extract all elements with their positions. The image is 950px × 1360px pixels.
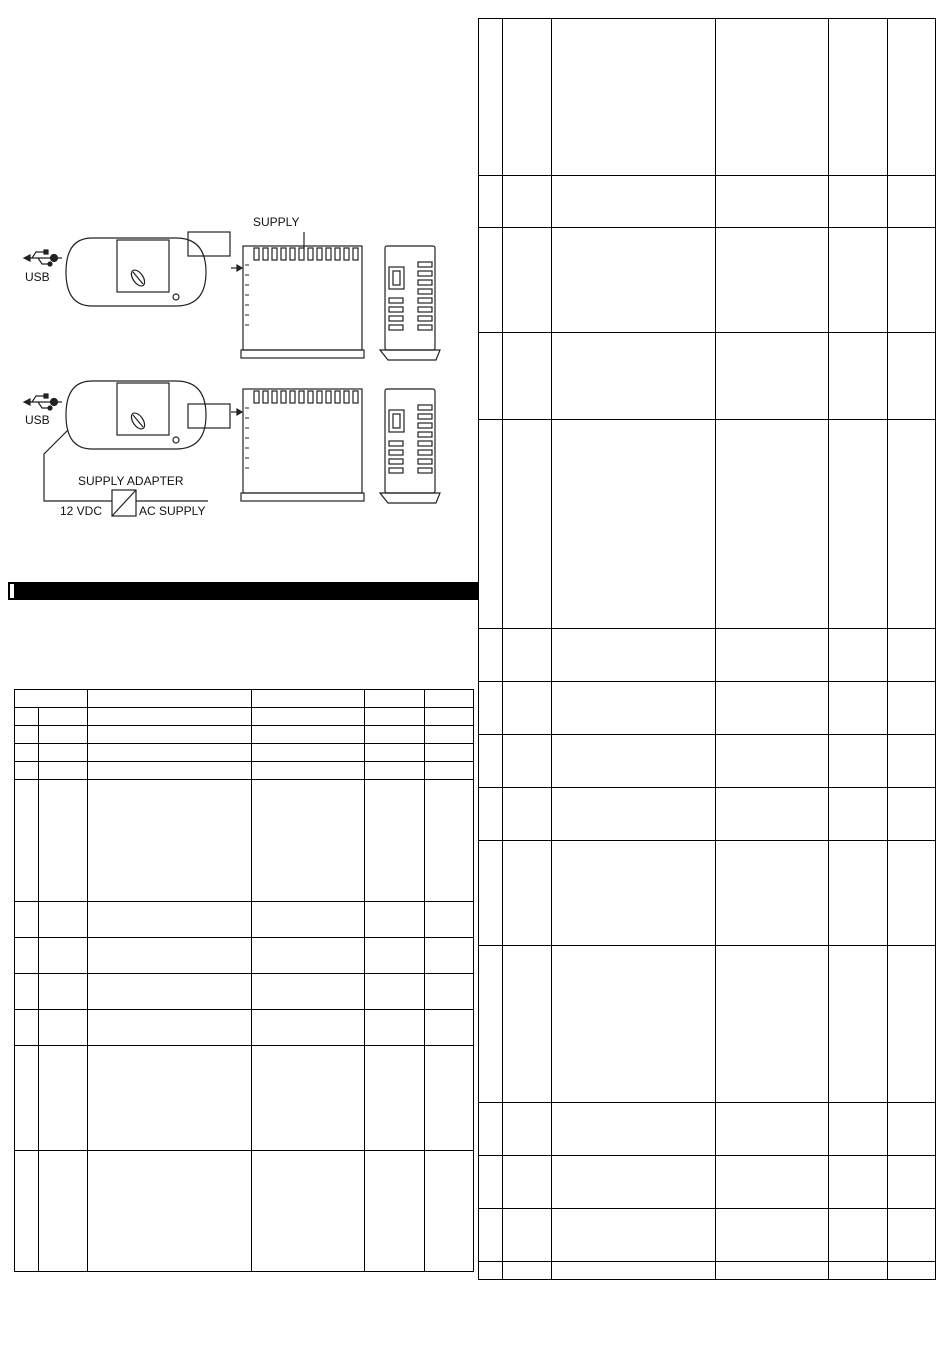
usb-icon: [24, 394, 62, 410]
table-row: [479, 1262, 936, 1280]
section-header-bar: [8, 582, 478, 600]
table-row: [479, 1209, 936, 1262]
programming-key: [66, 238, 206, 306]
table-row: [15, 726, 474, 744]
table-row: [15, 744, 474, 762]
table-row: [479, 1156, 936, 1209]
table-row: [479, 333, 936, 420]
table-row: [479, 176, 936, 228]
connection-diagram: [0, 0, 480, 560]
table-row: [479, 682, 936, 735]
table-row: [479, 228, 936, 333]
table-header-row: [15, 690, 474, 708]
parameter-table-left: [14, 689, 474, 1272]
section-marker: [10, 584, 14, 598]
supply-label: SUPPLY: [253, 215, 300, 229]
usb-icon: [24, 250, 62, 266]
table-row: [479, 629, 936, 682]
controller-front: [241, 389, 364, 501]
supply-adapter-label: SUPPLY ADAPTER: [78, 474, 184, 488]
controller-front: [241, 246, 364, 358]
table-row: [479, 841, 936, 946]
table-row: [15, 780, 474, 902]
table-row: [479, 420, 936, 629]
table-row: [479, 735, 936, 788]
table-row: [479, 788, 936, 841]
parameter-table-right: [478, 18, 936, 1280]
usb-label: USB: [25, 270, 50, 284]
table-row: [15, 938, 474, 974]
table-row: [15, 1151, 474, 1272]
ac-supply-label: AC SUPPLY: [139, 504, 206, 518]
table-row: [15, 902, 474, 938]
table-row: [15, 1046, 474, 1151]
table-row: [479, 946, 936, 1103]
table-row: [479, 1103, 936, 1156]
controller-side: [380, 246, 440, 360]
table-row: [15, 1010, 474, 1046]
controller-side: [380, 389, 440, 503]
programming-key: [66, 381, 206, 449]
table-row: [479, 19, 936, 176]
table-row: [15, 762, 474, 780]
table-row: [15, 708, 474, 726]
table-row: [15, 974, 474, 1010]
usb-label: USB: [25, 413, 50, 427]
vdc-label: 12 VDC: [60, 504, 103, 518]
